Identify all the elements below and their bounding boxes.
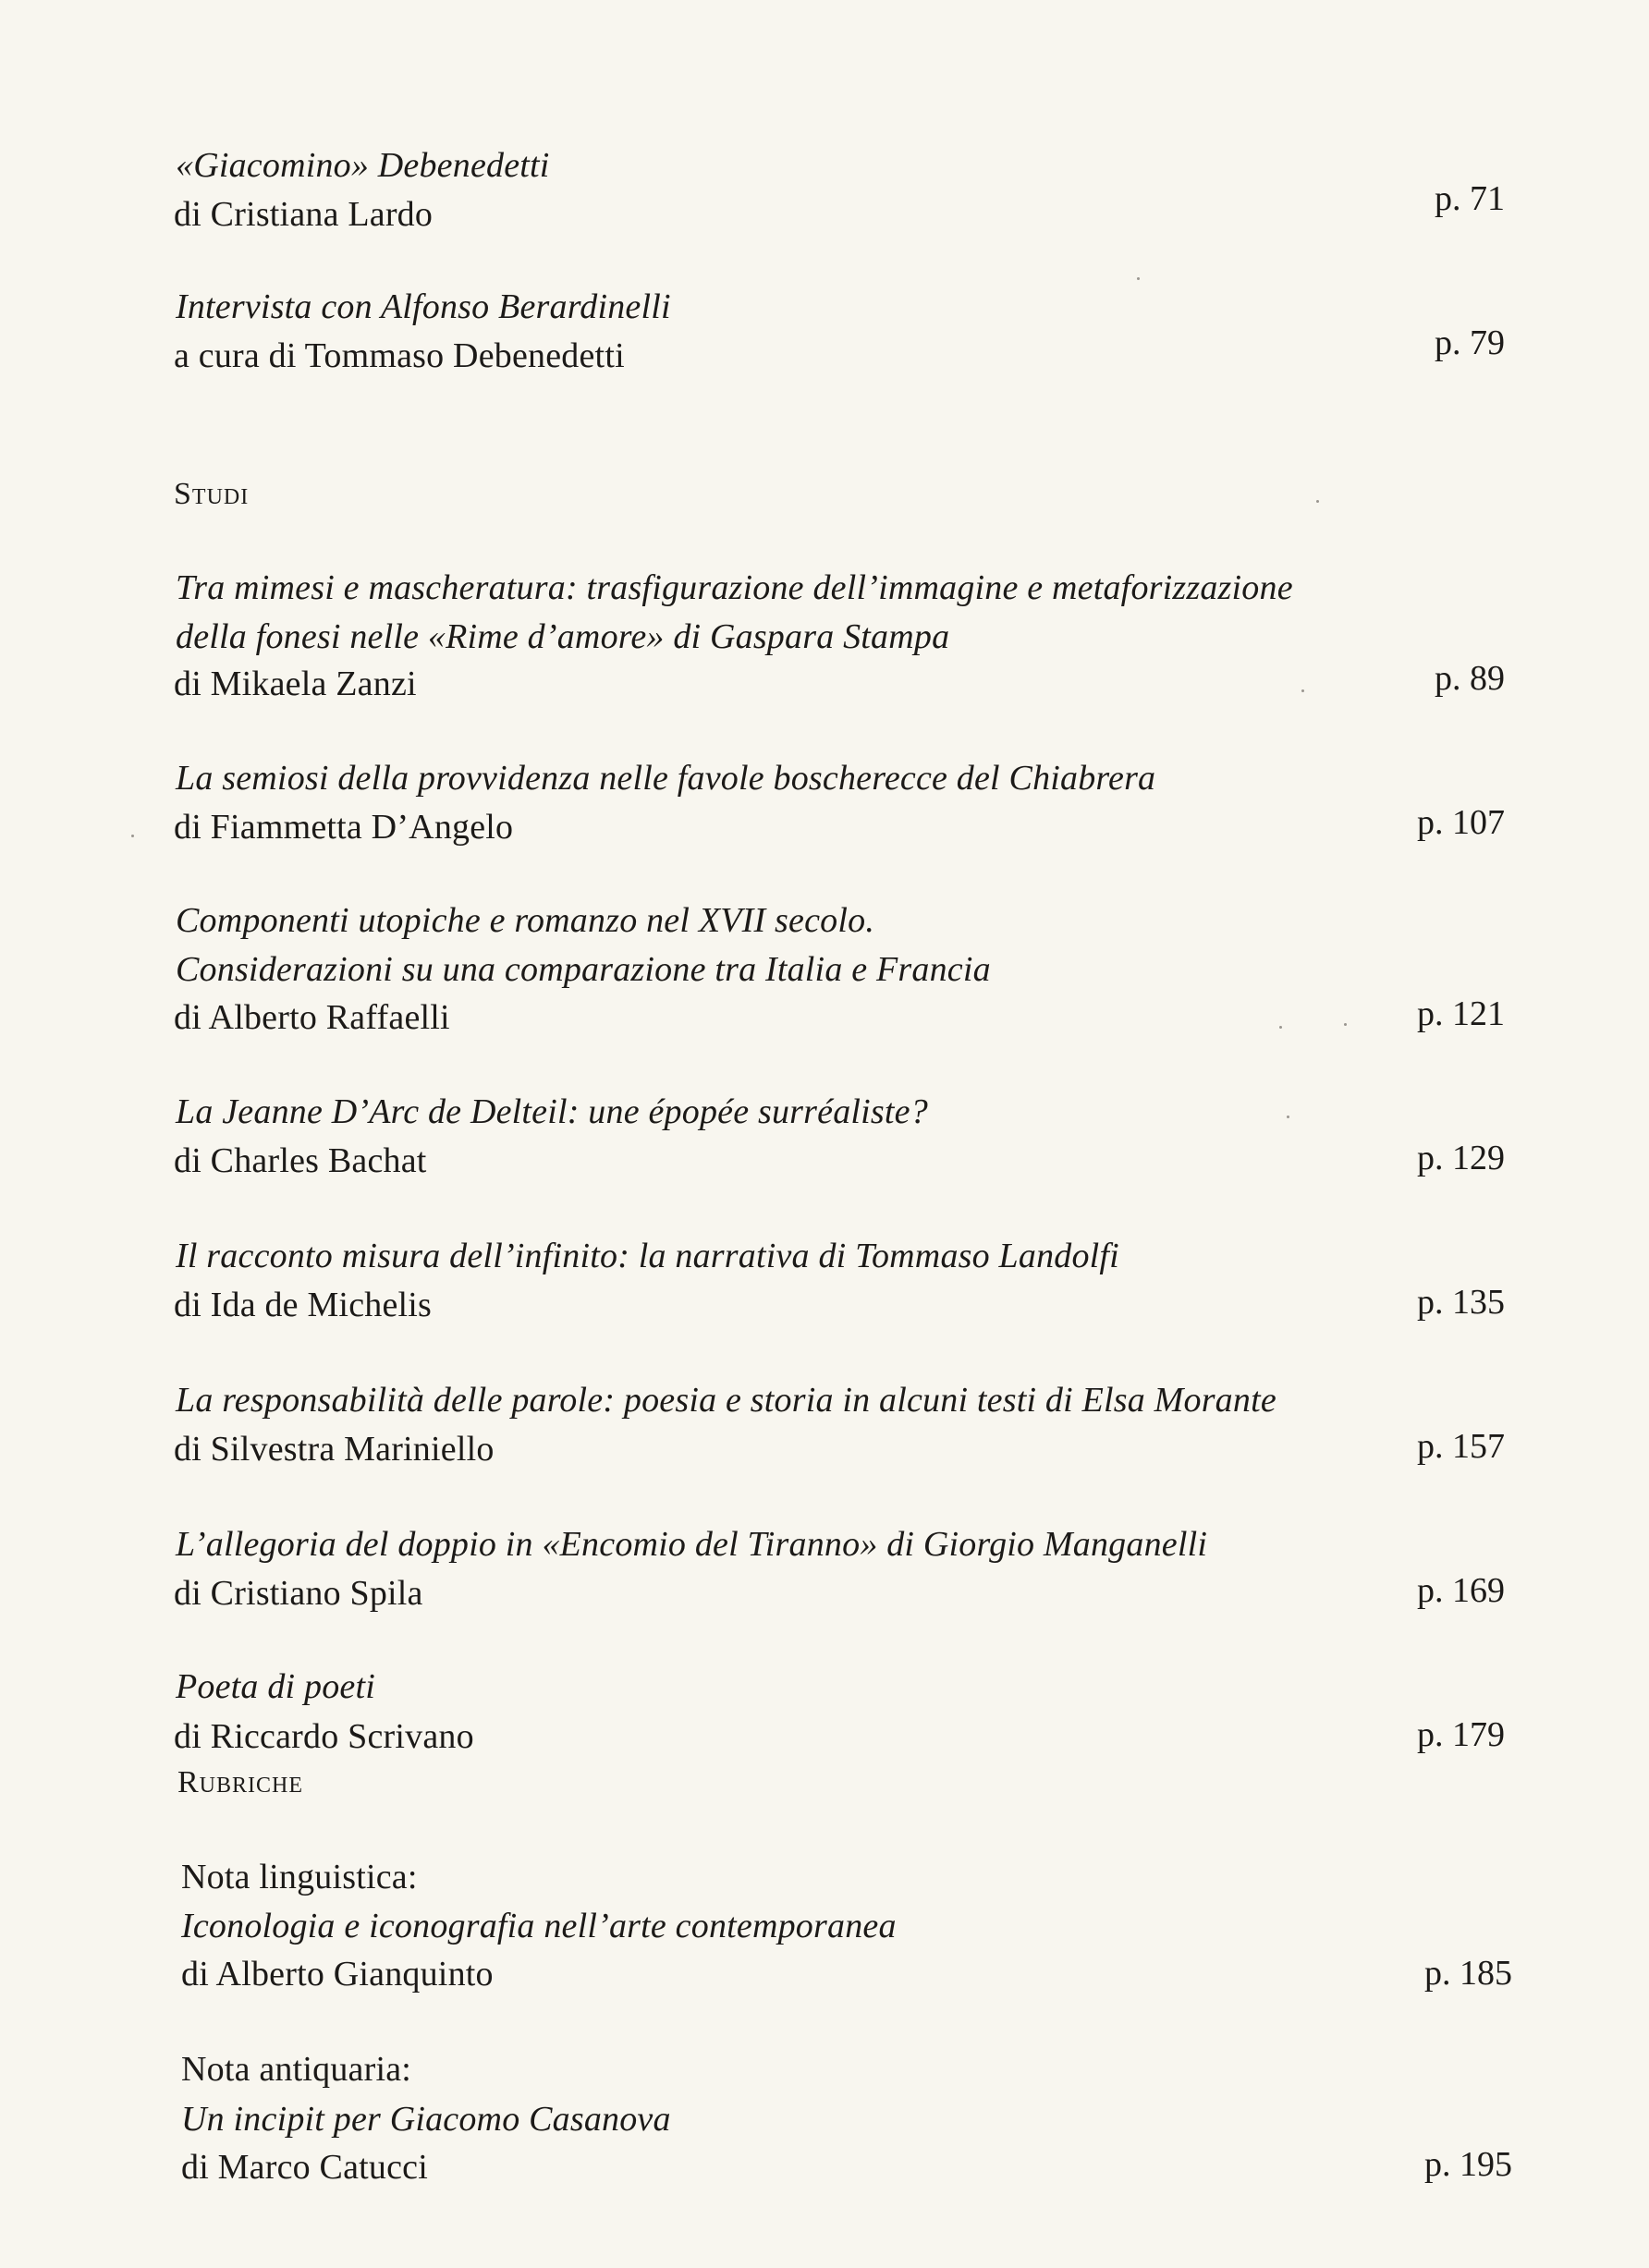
entry-title: La responsabilità delle parole: poesia e storia in alcuni testi di Elsa Morante: [176, 1381, 1276, 1420]
rubric-label: Nota linguistica:: [181, 1858, 418, 1896]
entry-author: di Cristiano Spila: [174, 1574, 423, 1613]
entry-page-number: p. 121: [1417, 994, 1505, 1033]
scan-speck: [1137, 277, 1140, 280]
entry-page-number: p. 169: [1417, 1571, 1505, 1610]
rubric-label: Nota antiquaria:: [181, 2050, 412, 2089]
scan-speck: [1301, 689, 1304, 692]
entry-author: di Fiammetta D’Angelo: [174, 808, 514, 847]
entry-page-number: p. 185: [1424, 1954, 1512, 1993]
entry-author: di Riccardo Scrivano: [174, 1717, 474, 1756]
scan-speck: [131, 835, 134, 837]
entry-title: L’allegoria del doppio in «Encomio del Tiranno» di Giorgio Manganelli: [176, 1525, 1208, 1564]
scan-speck: [1287, 1116, 1289, 1118]
entry-title: Iconologia e iconografia nell’arte contemporanea: [181, 1907, 897, 1945]
entry-page-number: p. 129: [1417, 1139, 1505, 1177]
entry-author: di Alberto Gianquinto: [181, 1955, 494, 1994]
entry-title: «Giacomino» Debenedetti: [176, 146, 550, 185]
entry-title: Il racconto misura dell’infinito: la narrativa di Tommaso Landolfi: [176, 1237, 1119, 1275]
entry-title: Componenti utopiche e romanzo nel XVII secolo.: [176, 901, 875, 940]
entry-page-number: p. 135: [1417, 1283, 1505, 1322]
entry-title-continued: della fonesi nelle «Rime d’amore» di Gaspara Stampa: [176, 617, 950, 656]
entry-page-number: p. 179: [1417, 1715, 1505, 1754]
entry-title-continued: Considerazioni su una comparazione tra Italia e Francia: [176, 950, 991, 989]
entry-title: Un incipit per Giacomo Casanova: [181, 2100, 671, 2139]
entry-title: Poeta di poeti: [176, 1667, 375, 1706]
entry-author: di Alberto Raffaelli: [174, 998, 450, 1037]
entry-page-number: p. 195: [1424, 2145, 1512, 2184]
scan-speck: [1344, 1023, 1347, 1026]
entry-author: di Charles Bachat: [174, 1141, 427, 1180]
entry-author: di Ida de Michelis: [174, 1286, 433, 1324]
entry-author: a cura di Tommaso Debenedetti: [174, 336, 625, 375]
entry-title: La Jeanne D’Arc de Delteil: une épopée surréaliste?: [176, 1092, 928, 1131]
section-heading-rubriche: Rubriche: [177, 1765, 304, 1799]
entry-title: Intervista con Alfonso Berardinelli: [176, 287, 671, 326]
entry-title: La semiosi della provvidenza nelle favole boscherecce del Chiabrera: [176, 759, 1156, 798]
entry-page-number: p. 79: [1435, 323, 1505, 362]
entry-page-number: p. 107: [1417, 803, 1505, 842]
entry-author: di Mikaela Zanzi: [174, 665, 417, 703]
entry-author: di Marco Catucci: [181, 2148, 428, 2187]
entry-author: di Cristiana Lardo: [174, 195, 434, 234]
entry-page-number: p. 89: [1435, 659, 1505, 698]
entry-title: Tra mimesi e mascheratura: trasfigurazione dell’immagine e metaforizzazione: [176, 568, 1293, 607]
entry-page-number: p. 157: [1417, 1427, 1505, 1466]
entry-author: di Silvestra Mariniello: [174, 1430, 495, 1469]
section-heading-studi: Studi: [174, 477, 250, 511]
scan-speck: [1279, 1026, 1282, 1029]
scan-speck: [1316, 500, 1319, 503]
entry-page-number: p. 71: [1435, 179, 1505, 218]
